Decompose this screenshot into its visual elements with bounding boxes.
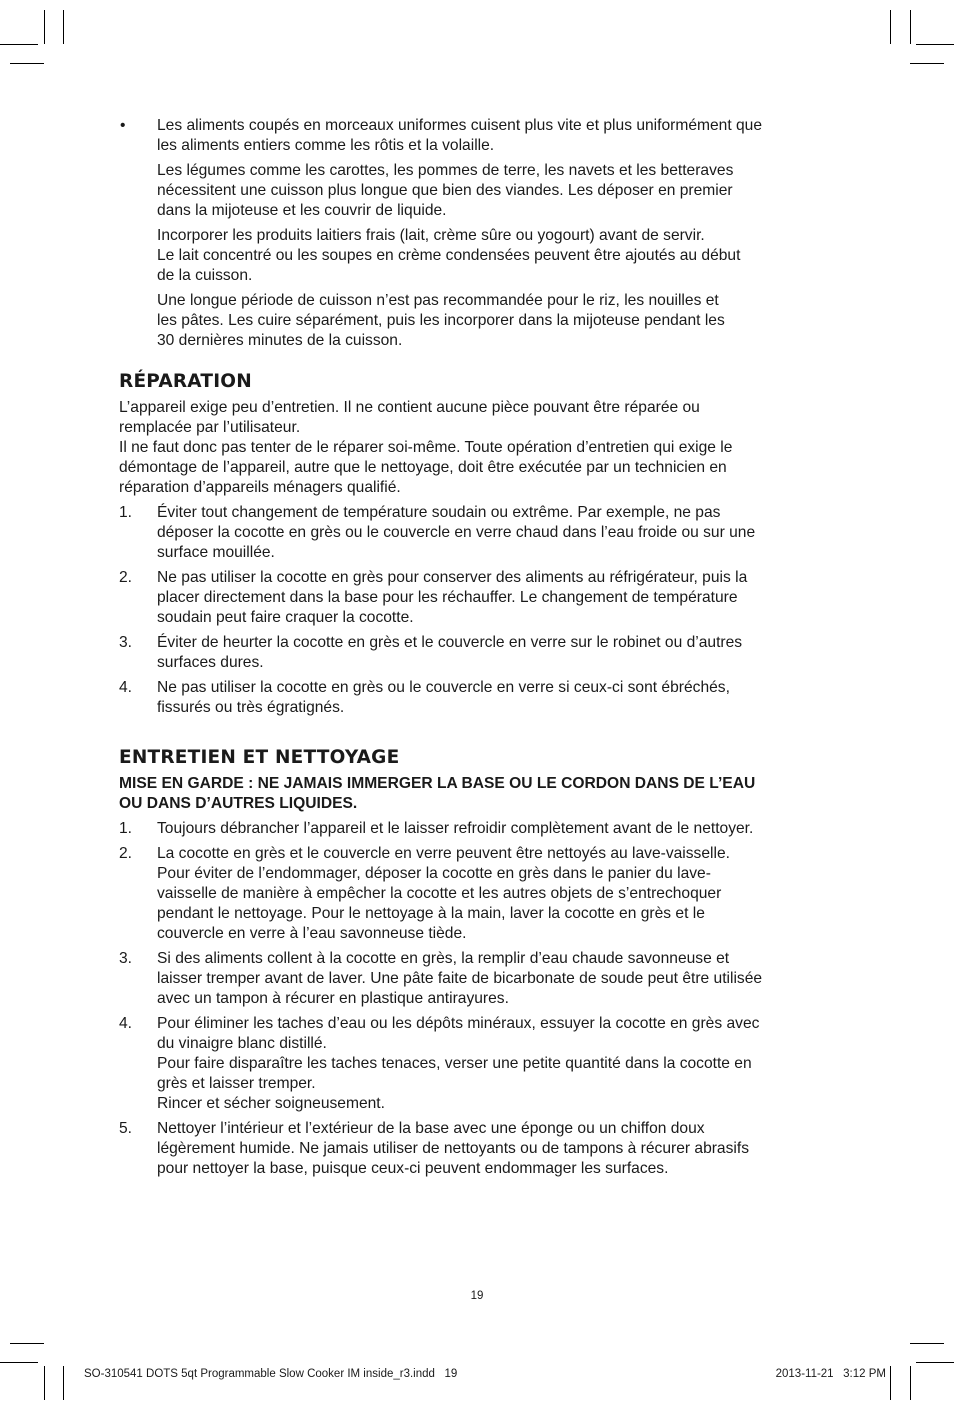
text-line: Les légumes comme les carottes, les pommes de terre, les navets et les betteraves — [157, 162, 734, 179]
item-number: 2. — [119, 845, 133, 862]
section-intro — [119, 398, 835, 498]
text-line: Le lait concentré ou les soupes en crème condensées peuvent être ajoutés au début — [157, 247, 741, 264]
text-line: Pour faire disparaître les taches tenaces, verser une petite quantité dans la cocotte en — [157, 1055, 752, 1072]
text-line: Si des aliments collent à la cocotte en grès, la remplir d’eau chaude savonneuse et — [157, 950, 730, 967]
text-line: vaisselle de manière à empêcher la cocotte et les autres objets de s’entrechoquer — [157, 885, 722, 902]
crop-mark — [910, 63, 944, 64]
bullet-marker: • — [120, 117, 126, 134]
text-line: Nettoyer l’intérieur et l’extérieur de la base avec une éponge ou un chiffon doux — [157, 1120, 705, 1137]
text-line: les pâtes. Les cuire séparément, puis les incorporer dans la mijoteuse pendant les — [157, 312, 725, 329]
text-line: de la cuisson. — [157, 267, 253, 284]
text-line: Toujours débrancher l’appareil et le laisser refroidir complètement avant de le nettoyer. — [157, 820, 754, 837]
text-line: soudain peut faire craquer la cocotte. — [157, 609, 414, 626]
list-item — [119, 503, 835, 563]
text-line: placer directement dans la base pour les réchauffer. Le changement de température — [157, 589, 738, 606]
crop-mark — [44, 1366, 45, 1400]
list-item — [119, 949, 835, 1009]
text-line: remplacée par l’utilisateur. — [119, 419, 301, 436]
text-line: démontage de l’appareil, autre que le nettoyage, doit être exécutée par un technicien en — [119, 459, 727, 476]
crop-mark — [890, 10, 891, 44]
text-line: déposer la cocotte en grès ou le couvercle en verre chaud dans l’eau froide ou sur une — [157, 524, 756, 541]
crop-mark — [916, 1362, 954, 1363]
list-item — [119, 1014, 835, 1114]
text-line: Il ne faut donc pas tenter de le réparer soi-même. Toute opération d’entretien qui exige le — [119, 439, 733, 456]
text-line: Pour éviter de l’endommager, déposer la cocotte en grès dans le panier du lave- — [157, 865, 711, 882]
page-number: 19 — [470, 1290, 484, 1302]
list-item — [119, 844, 835, 944]
section-heading: ENTRETIEN ET NETTOYAGE — [119, 747, 400, 768]
text-line: La cocotte en grès et le couvercle en verre peuvent être nettoyés au lave-vaisselle. — [157, 845, 730, 862]
crop-mark — [910, 1366, 911, 1400]
text-line: réparation d’appareils ménagers qualifié. — [119, 479, 401, 496]
crop-mark — [63, 10, 64, 44]
text-line: MISE EN GARDE : NE JAMAIS IMMERGER LA BASE OU LE CORDON DANS DE L’EAU — [119, 775, 756, 792]
warning-notice — [119, 774, 835, 814]
text-line: fissurés ou très égratignés. — [157, 699, 345, 716]
text-line: légèrement humide. Ne jamais utiliser de nettoyants ou de tampons à récurer abrasifs — [157, 1140, 749, 1157]
text-line: 30 dernières minutes de la cuisson. — [157, 332, 403, 349]
crop-mark — [890, 1366, 891, 1400]
list-item — [119, 633, 835, 673]
text-line: Une longue période de cuisson n’est pas recommandée pour le riz, les nouilles et — [157, 292, 719, 309]
text-line: pendant le nettoyage. Pour le nettoyage à la main, laver la cocotte en grès et le — [157, 905, 705, 922]
list-item — [119, 819, 835, 839]
crop-mark — [44, 10, 45, 44]
crop-mark — [910, 10, 911, 44]
text-line: laisser tremper avant de laver. Une pâte faite de bicarbonate de soude peut être utilisée — [157, 970, 763, 987]
crop-mark — [910, 1343, 944, 1344]
crop-mark — [916, 44, 954, 45]
item-number: 1. — [119, 504, 133, 521]
list-item — [119, 1119, 835, 1179]
text-line: OU DANS D’AUTRES LIQUIDES. — [119, 795, 358, 812]
text-line: Éviter de heurter la cocotte en grès et le couvercle en verre sur le robinet ou d’autres — [157, 634, 743, 651]
item-number: 3. — [119, 950, 133, 967]
item-number: 3. — [119, 634, 133, 651]
text-line: surface mouillée. — [157, 544, 275, 561]
text-line: les aliments entiers comme les rôtis et la volaille. — [157, 137, 495, 154]
tip-paragraph — [157, 116, 835, 156]
slug-file-info: SO-310541 DOTS 5qt Programmable Slow Cooker IM inside_r3.indd 19 — [84, 1368, 458, 1380]
item-number: 2. — [119, 569, 133, 586]
text-line: Rincer et sécher soigneusement. — [157, 1095, 385, 1112]
page-content — [119, 116, 835, 1184]
text-line: Ne pas utiliser la cocotte en grès pour conserver des aliments au réfrigérateur, puis la — [157, 569, 748, 586]
list-item — [119, 678, 835, 718]
tip-paragraph — [157, 291, 835, 351]
text-line: Éviter tout changement de température soudain ou extrême. Par exemple, ne pas — [157, 504, 721, 521]
text-line: avec un tampon à récurer en plastique antirayures. — [157, 990, 509, 1007]
section-heading: RÉPARATION — [119, 371, 252, 392]
text-line: surfaces dures. — [157, 654, 264, 671]
text-line: L’appareil exige peu d’entretien. Il ne contient aucune pièce pouvant être réparée ou — [119, 399, 700, 416]
text-line: Ne pas utiliser la cocotte en grès ou le couvercle en verre si ceux-ci sont ébréchés, — [157, 679, 730, 696]
crop-mark — [0, 1362, 38, 1363]
text-line: nécessitent une cuisson plus longue que bien des viandes. Les déposer en premier — [157, 182, 733, 199]
crop-mark — [10, 1343, 44, 1344]
text-line: couvercle en verre à l’eau savonneuse tiède. — [157, 925, 467, 942]
item-number: 4. — [119, 679, 133, 696]
entretien-section — [119, 747, 835, 1179]
text-line: Les aliments coupés en morceaux uniformes cuisent plus vite et plus uniformément que — [157, 117, 763, 134]
item-number: 1. — [119, 820, 133, 837]
text-line: Pour éliminer les taches d’eau ou les dépôts minéraux, essuyer la cocotte en grès avec — [157, 1015, 760, 1032]
slug-timestamp: 2013-11-21 3:12 PM — [775, 1368, 886, 1380]
text-line: grès et laisser tremper. — [157, 1075, 316, 1092]
text-line: du vinaigre blanc distillé. — [157, 1035, 327, 1052]
text-line: dans la mijoteuse et les couvrir de liquide. — [157, 202, 447, 219]
crop-mark — [10, 63, 44, 64]
crop-mark — [0, 44, 38, 45]
tip-paragraph — [157, 226, 835, 286]
text-line: Incorporer les produits laitiers frais (lait, crème sûre ou yogourt) avant de servir. — [157, 227, 705, 244]
item-number: 4. — [119, 1015, 133, 1032]
crop-mark — [63, 1366, 64, 1400]
tip-paragraph — [157, 161, 835, 221]
item-number: 5. — [119, 1120, 133, 1137]
list-item — [119, 568, 835, 628]
tips-bullet-list — [119, 116, 835, 351]
text-line: pour nettoyer la base, puisque ceux-ci peuvent endommager les surfaces. — [157, 1160, 669, 1177]
reparation-section — [119, 371, 835, 718]
